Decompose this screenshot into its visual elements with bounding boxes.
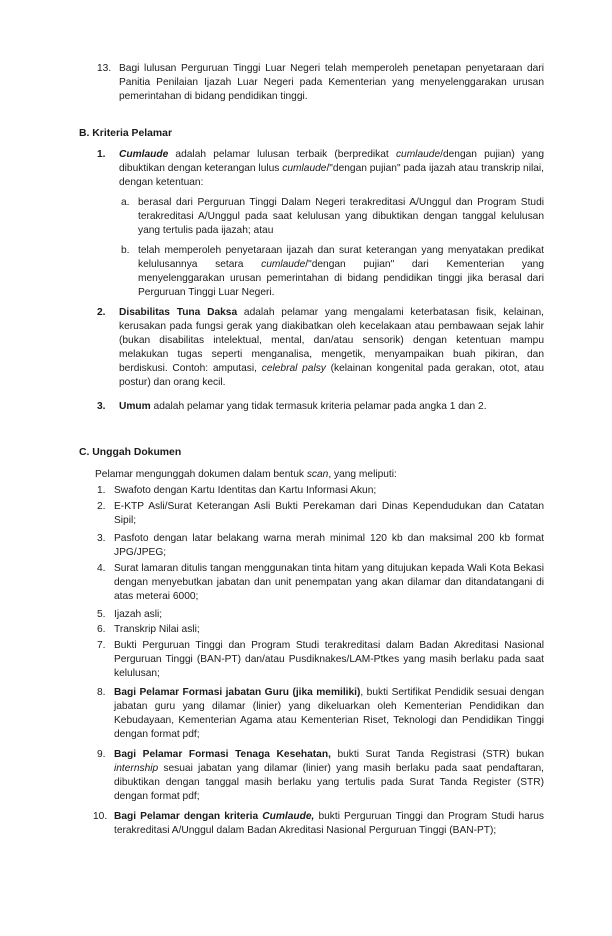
item-13-number: 13.	[97, 63, 112, 74]
doc-1-number: 1.	[97, 485, 106, 496]
criteria-1a-text: berasal dari Perguruan Tinggi Dalam Negeri terakreditasi A/Unggul dan Program Studi terakreditasi A/Unggul pada saat kelulusan yang dibuktikan dengan tanggal kelulusan yang tertulis pada ijazah; atau	[138, 197, 544, 236]
criteria-3-text: Umum adalah pelamar yang tidak termasuk kriteria pelamar pada angka 1 dan 2.	[119, 401, 487, 412]
doc-7-text: Bukti Perguruan Tinggi dan Program Studi terakreditasi dalam Badan Akreditasi Nasional Perguruan Tinggi (BAN-PT) dan/atau Pusdiknakes/LAM-Ptkes yang masih berlaku pada saat kelulusan;	[114, 640, 544, 679]
criteria-3-number: 3.	[97, 401, 106, 412]
doc-8-number: 8.	[97, 687, 106, 698]
doc-5-number: 5.	[97, 609, 106, 620]
doc-8-text: Bagi Pelamar Formasi jabatan Guru (jika memiliki), bukti Sertifikat Pendidik sesuai dengan jabatan guru yang dilamar (linier) yang dikeluarkan oleh Kementerian Pendidikan dan Kebudayaan, Kementerian Agama atau Kementerian Riset, Teknologi dan Pendidikan Tinggi dengan format pdf;	[114, 687, 544, 740]
criteria-2-text: Disabilitas Tuna Daksa adalah pelamar yang mengalami keterbatasan fisik, kelainan, kerusakan pada fungsi gerak yang diakibatkan oleh kecelakaan atau pembawaan sejak lahir (bukan disabilitas intelektual, mental, dan/atau sensorik) dengan ketentuan mampu melakukan tugas seperti menganalisa, mengetik, menyampaikan buah pikiran, dan berdiskusi. Contoh: amputasi, celebral palsy (kelainan kongenital pada gerakan, otot, atau postur) dan orang kecil.	[119, 307, 545, 388]
doc-9-text: Bagi Pelamar Formasi Tenaga Kesehatan, bukti Surat Tanda Registrasi (STR) bukan internship sesuai jabatan yang dilamar (linier) yang masih berlaku pada saat pendaftaran, dibuktikan dengan tanggal masih berlaku yang tertulis pada Surat Tanda Register (STR) dengan format pdf;	[114, 749, 544, 802]
doc-5-text: Ijazah asli;	[114, 609, 163, 620]
section-c-heading: C. Unggah Dokumen	[79, 447, 182, 458]
section-b-heading: B. Kriteria Pelamar	[79, 128, 172, 139]
doc-10-text: Bagi Pelamar dengan kriteria Cumlaude, bukti Perguruan Tinggi dan Program Studi harus terakreditasi A/Unggul dalam Badan Akreditasi Nasional Perguruan Tinggi (BAN-PT);	[114, 811, 545, 836]
doc-2-number: 2.	[97, 501, 106, 512]
criteria-1b-label: b.	[121, 245, 130, 256]
doc-10-number: 10.	[93, 811, 108, 822]
criteria-1a-label: a.	[121, 197, 130, 208]
doc-1-text: Swafoto dengan Kartu Identitas dan Kartu Informasi Akun;	[114, 485, 377, 496]
section-c-intro: Pelamar mengunggah dokumen dalam bentuk scan, yang meliputi:	[95, 469, 397, 480]
criteria-1b-text: telah memperoleh penyetaraan ijazah dan surat keterangan yang menyatakan predikat kelulusannya setara cumlaude/"dengan pujian" dari Kementerian yang menyelenggarakan urusan pemerintahan di bidang pendidikan tinggi jika berasal dari Perguruan Tinggi Luar Negeri.	[138, 245, 544, 298]
criteria-1-number: 1.	[97, 149, 106, 160]
criteria-2-number: 2.	[97, 307, 106, 318]
doc-3-text: Pasfoto dengan latar belakang warna merah minimal 120 kb dan maksimal 200 kb format JPG/JPEG;	[114, 533, 544, 558]
item-13-text: Bagi lulusan Perguruan Tinggi Luar Negeri telah memperoleh penetapan penyetaraan dari Panitia Penilaian Ijazah Luar Negeri pada Kementerian yang menyelenggarakan urusan pemerintahan di bidang pendidikan tinggi.	[119, 63, 544, 102]
doc-7-number: 7.	[97, 640, 106, 651]
doc-9-number: 9.	[97, 749, 106, 760]
criteria-1-text: Cumlaude adalah pelamar lulusan terbaik (berpredikat cumlaude/dengan pujian) yang dibuktikan dengan keterangan lulus cumlaude/"dengan pujian" pada ijazah atau transkrip nilai, dengan ketentuan:	[119, 149, 545, 188]
doc-2-text: E-KTP Asli/Surat Keterangan Asli Bukti Perekaman dari Dinas Kependudukan dan Catatan Sipil;	[114, 501, 544, 526]
doc-4-number: 4.	[97, 563, 106, 574]
doc-4-text: Surat lamaran ditulis tangan menggunakan tinta hitam yang ditujukan kepada Wali Kota Bekasi dengan menyebutkan jabatan dan unit penempatan yang akan dilamar dan ditandatangani di atas meterai 6000;	[114, 563, 544, 602]
doc-6-text: Transkrip Nilai asli;	[114, 624, 200, 635]
doc-3-number: 3.	[97, 533, 106, 544]
doc-6-number: 6.	[97, 624, 106, 635]
